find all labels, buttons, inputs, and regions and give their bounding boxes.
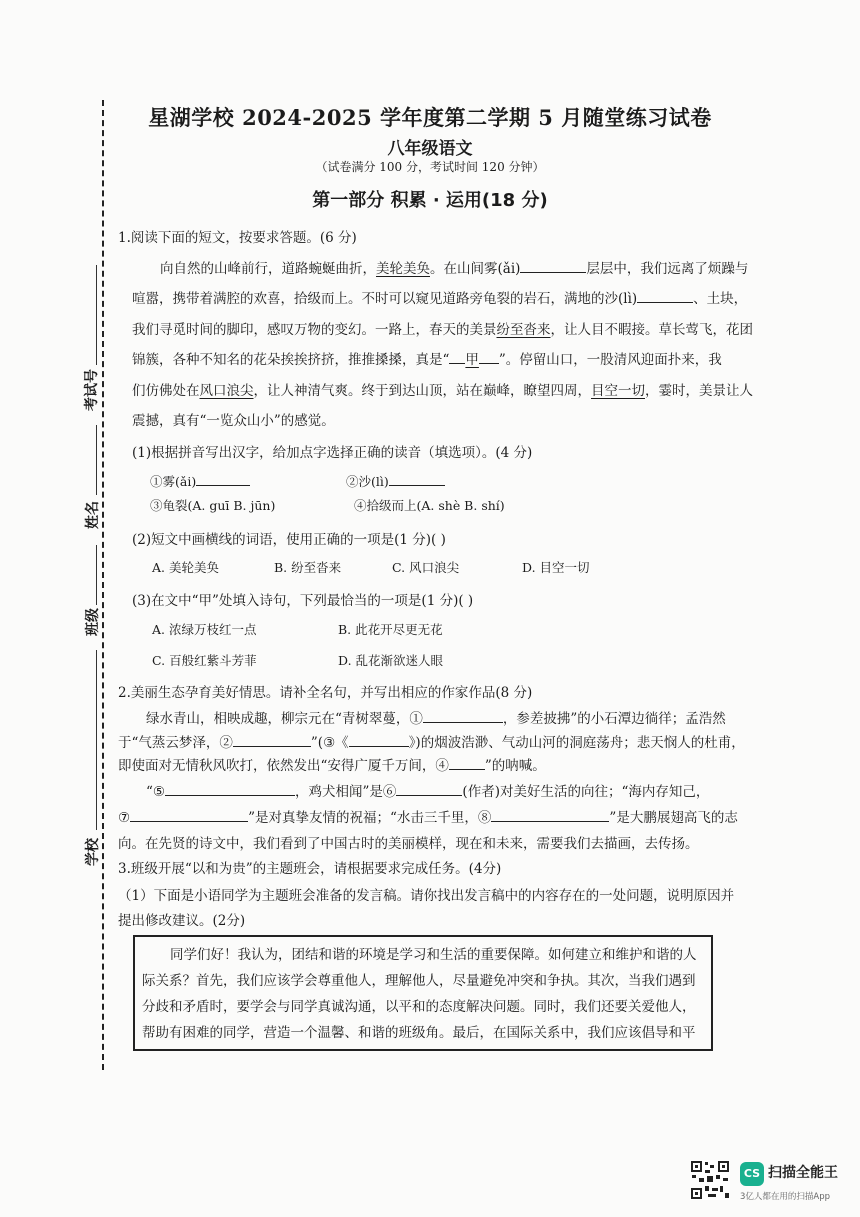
blank-ai[interactable] xyxy=(520,258,586,273)
kaoshihao-label: 考试号 xyxy=(84,369,100,411)
q1-sub3-option-b[interactable]: B. 此花开尽更无花 xyxy=(338,622,443,637)
q1-sub3-option-a[interactable]: A. 浓绿万枝红一点 xyxy=(152,622,257,637)
q1-sub1-item-c: ③龟裂(A. guī B. jūn) xyxy=(150,498,276,513)
blank-1[interactable] xyxy=(423,708,503,723)
q1-passage-line5: 们仿佛处在风口浪尖，让人神清气爽。终于到达山顶，站在巅峰，瞭望四周，目空一切，霎时，美景让人 xyxy=(132,383,753,399)
speech-line2: 际关系？首先，我们应该学会尊重他人，理解他人，尽量避免冲突和争执。其次，当我们遇到 xyxy=(142,973,696,989)
blank-3[interactable] xyxy=(349,732,409,747)
speech-line3: 分歧和矛盾时，要学会与同学真诚沟通，以平和的态度解决问题。同时，我们还要关爱他人， xyxy=(142,999,696,1015)
q2-stem: 2.美丽生态孕育美好情思。请补全名句，并写出相应的作家作品(8 分) xyxy=(118,685,533,701)
jia-placeholder: 甲 xyxy=(465,352,479,368)
q3-sub1-line1: （1）下面是小语同学为主题班会准备的发言稿。请你找出发言稿中的内容存在的一处问题，说明原因并 xyxy=(118,888,735,904)
speech-line4: 帮助有困难的同学，营造一个温馨、和谐的班级角。最后，在国际关系中，我们应该倡导和平 xyxy=(142,1025,696,1041)
q1-sub2-option-a[interactable]: A. 美轮美奂 xyxy=(152,560,219,575)
camscanner-name: 扫描全能王 xyxy=(768,1165,838,1181)
exam-subtitle: 八年级语文 xyxy=(387,139,473,159)
q3-stem: 3.班级开展“以和为贵”的主题班会，请根据要求完成任务。(4分) xyxy=(118,861,502,877)
blank-7[interactable] xyxy=(130,807,248,822)
underlined-word-3: 风口浪尖 xyxy=(199,383,254,399)
blank-2[interactable] xyxy=(233,732,311,747)
q1-sub1-stem: (1)根据拼音写出汉字，给加点字选择正确的读音（填选项）。(4 分) xyxy=(132,445,533,461)
q2-line6: 向。在先贤的诗文中，我们看到了中国古时的美丽模样，现在和未来，需要我们去描画，去传扬。 xyxy=(118,836,699,852)
exam-note: （试卷满分 100 分，考试时间 120 分钟） xyxy=(315,160,545,174)
blank-8[interactable] xyxy=(491,807,609,822)
underlined-word-2: 纷至沓来 xyxy=(496,322,551,338)
camscanner-tagline: 3亿人都在用的扫描App xyxy=(740,1192,831,1202)
q2-line1: 绿水青山，相映成趣，柳宗元在“青树翠蔓，① ，参差披拂”的小石潭边徜徉；孟浩然 xyxy=(146,707,726,727)
qr-code-icon xyxy=(690,1160,730,1200)
speech-line1: 同学们好！我认为，团结和谐的环境是学习和生活的重要保障。如何建立和维护和谐的人 xyxy=(170,947,697,963)
q1-sub1-item-a: ①雾(ǎi) xyxy=(150,471,250,490)
xuexiao-line xyxy=(96,650,97,830)
blank-4[interactable] xyxy=(449,755,485,770)
xuexiao-label: 学校 xyxy=(85,838,101,866)
q1-sub1-item-d: ④拾级而上(A. shè B. shí) xyxy=(354,498,505,513)
q1-stem: 1.阅读下面的短文，按要求答题。(6 分) xyxy=(118,230,357,246)
q2-line2: 于“气蒸云梦泽，② ”(③《 》)的烟波浩渺、气动山河的洞庭荡舟；悲天悯人的杜甫， xyxy=(118,731,745,751)
underlined-word-4: 目空一切 xyxy=(591,383,645,399)
blank-li[interactable] xyxy=(637,288,693,303)
part-heading: 第一部分 积累 · 运用(18 分) xyxy=(312,190,548,211)
q1-sub3-stem: (3)在文中“甲”处填入诗句，下列最恰当的一项是(1 分)( ) xyxy=(132,593,474,609)
q2-line3: 即使面对无情秋风吹打，依然发出“安得广厦千万间，④ ”的呐喊。 xyxy=(118,754,546,774)
q2-line4: “⑤ ，鸡犬相闻”是⑥ (作者)对美好生活的向往；“海内存知己， xyxy=(146,780,709,800)
q1-passage-line4: 锦簇，各种不知名的花朵挨挨挤挤，推推搡搡，真是“ 甲 ”。停留山口，一股清风迎面扑来，我 xyxy=(132,348,722,368)
q1-passage-line3: 我们寻觅时间的脚印，感叹万物的变幻。一路上，春天的美景纷至沓来，让人目不暇接。草长莺飞，花团 xyxy=(132,322,753,338)
blank-5[interactable] xyxy=(165,781,295,796)
binding-dashed-line xyxy=(102,100,104,1070)
exam-title: 星湖学校 2024-2025 学年度第二学期 5 月随堂练习试卷 xyxy=(148,105,712,130)
q1-passage-line2: 喧嚣，携带着满腔的欢喜，拾级而上。不时可以窥见道路旁龟裂的岩石，满地的沙(lì) 、土块， xyxy=(132,287,747,307)
q1-sub2-option-c[interactable]: C. 风口浪尖 xyxy=(392,560,460,575)
xingming-line xyxy=(96,425,97,495)
q2-line5: ⑦ ”是对真挚友情的祝福；“水击三千里，⑧ ”是大鹏展翅高飞的志 xyxy=(118,806,738,826)
underlined-word-1: 美轮美奂 xyxy=(376,261,430,277)
camscanner-logo-icon: CS xyxy=(740,1162,764,1186)
xingming-label: 姓名 xyxy=(85,501,101,529)
q1-sub2-stem: (2)短文中画横线的词语，使用正确的一项是(1 分)( ) xyxy=(132,532,446,548)
q1-sub3-option-d[interactable]: D. 乱花渐欲迷人眼 xyxy=(338,653,444,668)
q1-sub2-option-b[interactable]: B. 纷至沓来 xyxy=(274,560,342,575)
kaoshihao-line xyxy=(96,265,97,365)
q1-sub1-item-b: ②沙(lì) xyxy=(346,471,445,490)
q1-sub3-option-c[interactable]: C. 百般红紫斗芳菲 xyxy=(152,653,257,668)
q1-sub2-option-d[interactable]: D. 目空一切 xyxy=(522,560,590,575)
q1-passage-line1: 向自然的山峰前行，道路蜿蜒曲折，美轮美奂。在山间雾(ǎi) 层层中，我们远离了烦躁与 xyxy=(160,257,748,277)
blank-6[interactable] xyxy=(396,781,462,796)
banji-label: 班级 xyxy=(85,608,101,636)
q1-passage-line6: 震撼，真有“一览众山小”的感觉。 xyxy=(132,413,335,429)
q3-sub1-line2: 提出修改建议。(2分) xyxy=(118,913,246,929)
banji-line xyxy=(96,545,97,605)
